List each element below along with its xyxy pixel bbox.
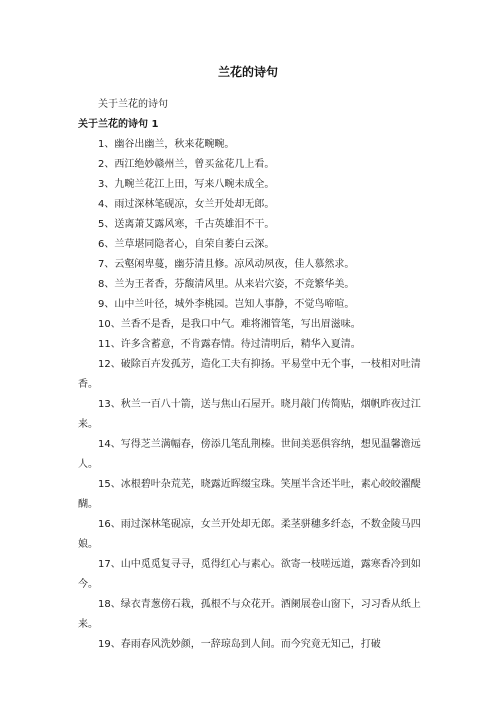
document-subtitle: 关于兰花的诗句 xyxy=(98,99,168,110)
section-heading: 关于兰花的诗句 1 xyxy=(78,119,159,130)
poem-line: 11、许多含蓄意，不肯露春情。待过清明后，精华入夏清。 xyxy=(98,339,361,350)
poem-line: 4、雨过深林笔砚凉，女兰开处却无郎。 xyxy=(98,199,275,210)
poem-line: 5、送离萧艾露风寒，千古英雄泪不干。 xyxy=(98,219,275,230)
page-title: 兰花的诗句 xyxy=(217,65,278,79)
poem-line: 9、山中兰叶径，城外李桃园。岂知人事静，不觉鸟啼喧。 xyxy=(98,299,355,310)
poem-line: 6、兰草堪同隐者心，自荣自萎白云深。 xyxy=(98,239,275,250)
document-body xyxy=(78,95,422,655)
poem-line: 3、九畹兰花江上田，写来八畹未成全。 xyxy=(98,179,275,190)
poem-line: 12、破除百卉发孤芳，造化工夫有抑扬。平易堂中无个事，一枝相对吐清香。 xyxy=(78,359,421,390)
poem-line: 19、春雨春风洗妙颜，一辞琼岛到人间。而今究竟无知己，打破 xyxy=(98,639,381,650)
poem-line: 2、西江绝妙赣州兰，曾买盆花几上看。 xyxy=(98,159,275,170)
poem-line: 18、绿衣青葱傍石栽，孤根不与众花开。酒阑展卷山窗下，习习香从纸上来。 xyxy=(78,599,421,630)
poem-line: 17、山中觅觅复寻寻，觅得红心与素心。欲寄一枝嗟远道，露寒香冷到如今。 xyxy=(78,559,421,590)
poem-line: 13、秋兰一百八十箭，送与焦山石屋开。晓月敲门传简贴，烟帆昨夜过江来。 xyxy=(78,399,421,430)
poem-line: 1、幽谷出幽兰，秋来花畹畹。 xyxy=(98,139,235,150)
poem-line: 8、兰为王者香，芬馥清风里。从来岩穴姿，不竞繁华美。 xyxy=(98,279,355,290)
poem-line: 14、写得芝兰满幅春，傍添几笔乱荆榛。世间美恶俱容纳，想见温馨澹远人。 xyxy=(78,439,421,470)
poem-line: 7、云壑闲卑蔓，幽芬清且修。凉风动夙夜，佳人慕然求。 xyxy=(98,259,355,270)
poem-line: 15、冰根碧叶杂荒芜，晓露近晖缀宝珠。笑厘半含还半吐，素心皎皎濯醍醐。 xyxy=(78,479,421,510)
poem-line: 16、雨过深林笔砚凉，女兰开处却无郎。柔茎骈穗多纤态，不数金陵马四娘。 xyxy=(78,519,421,550)
poem-line: 10、兰香不是香，是我口中气。难将湘管笔，写出眉滋味。 xyxy=(98,319,361,330)
